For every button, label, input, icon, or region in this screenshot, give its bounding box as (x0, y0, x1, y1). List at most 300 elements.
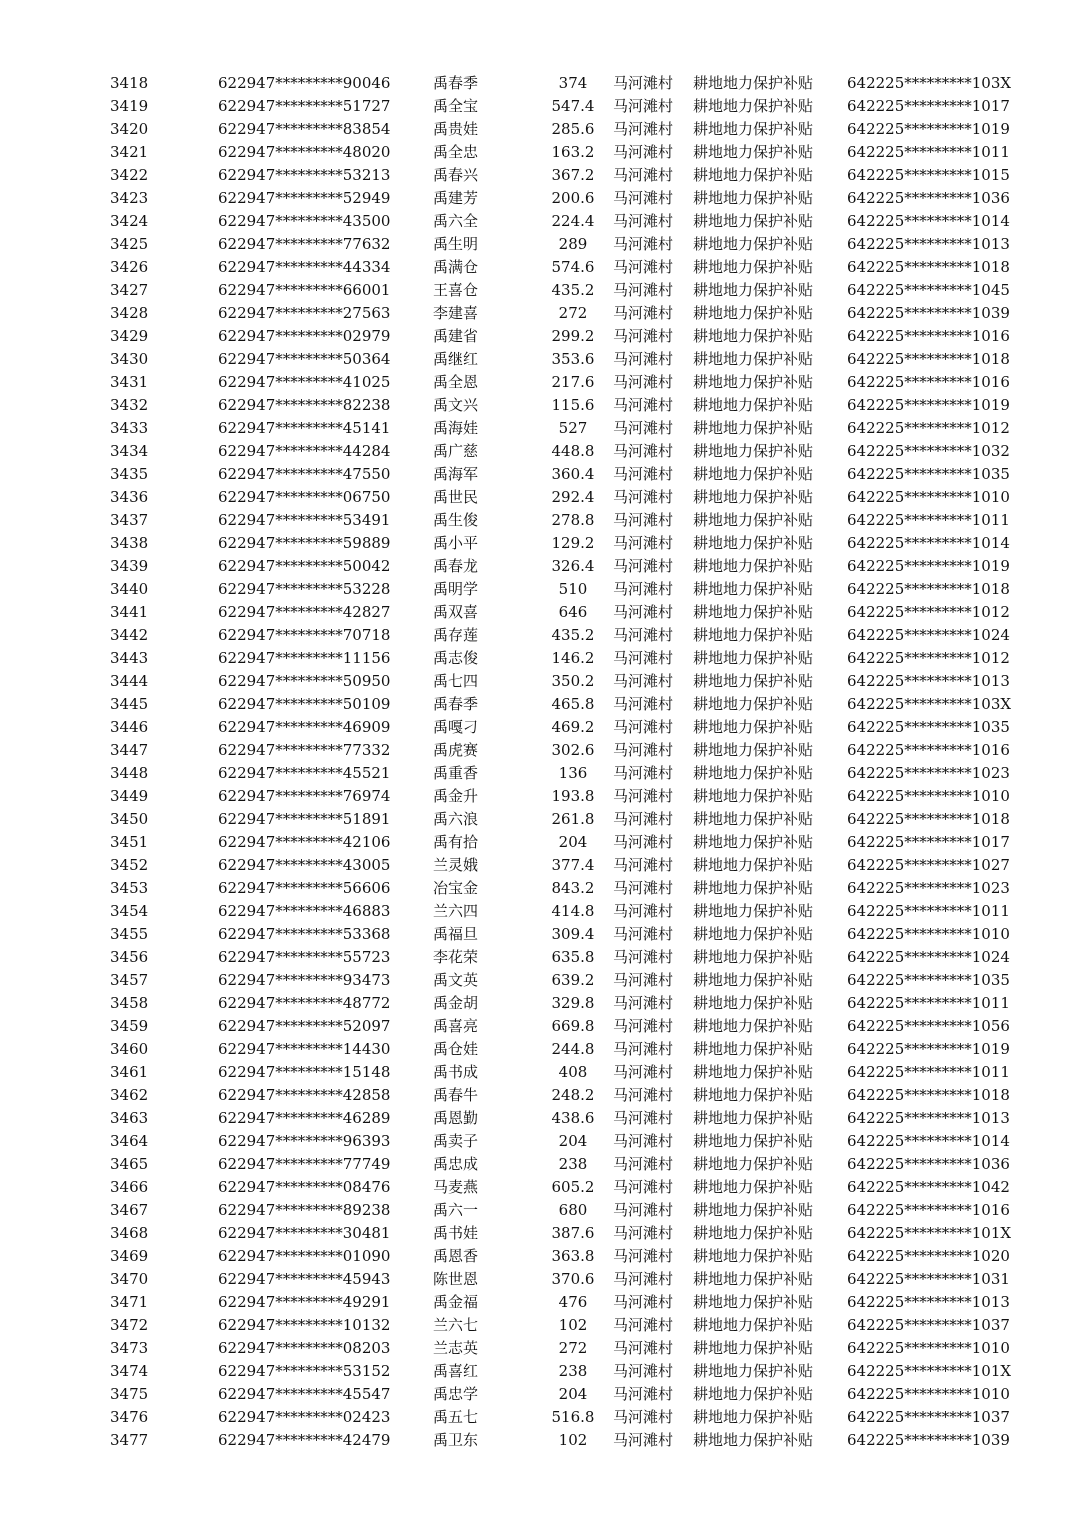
row-number: 3459 (110, 1017, 149, 1035)
row-number: 3463 (110, 1109, 149, 1127)
row-number: 3438 (110, 534, 149, 552)
table-row (0, 210, 1074, 233)
subsidy-type: 耕地地力保护补贴 (693, 1431, 814, 1449)
row-number: 3434 (110, 442, 149, 460)
subsidy-type: 耕地地力保护补贴 (693, 258, 814, 276)
village-name: 马河滩村 (613, 1086, 674, 1104)
subsidy-amount: 248.2 (551, 1086, 595, 1104)
id-number: 642225*********1017 (847, 97, 1010, 115)
row-number: 3425 (110, 235, 149, 253)
row-number: 3444 (110, 672, 149, 690)
account-number: 622947*********46883 (218, 902, 391, 920)
village-name: 马河滩村 (613, 1431, 674, 1449)
subsidy-amount: 448.8 (551, 442, 595, 460)
id-number: 642225*********1011 (847, 1063, 1010, 1081)
subsidy-type: 耕地地力保护补贴 (693, 971, 814, 989)
id-number: 642225*********1035 (847, 465, 1010, 483)
table-row (0, 1429, 1074, 1452)
recipient-name: 禹五七 (433, 1408, 479, 1426)
table-row (0, 1291, 1074, 1314)
table-row (0, 785, 1074, 808)
account-number: 622947*********77332 (218, 741, 391, 759)
row-number: 3424 (110, 212, 149, 230)
id-number: 642225*********1010 (847, 1339, 1010, 1357)
table-row (0, 440, 1074, 463)
row-number: 3472 (110, 1316, 149, 1334)
village-name: 马河滩村 (613, 672, 674, 690)
village-name: 马河滩村 (613, 925, 674, 943)
row-number: 3460 (110, 1040, 149, 1058)
account-number: 622947*********66001 (218, 281, 391, 299)
subsidy-type: 耕地地力保护补贴 (693, 143, 814, 161)
row-number: 3470 (110, 1270, 149, 1288)
village-name: 马河滩村 (613, 971, 674, 989)
row-number: 3475 (110, 1385, 149, 1403)
subsidy-type: 耕地地力保护补贴 (693, 396, 814, 414)
account-number: 622947*********50042 (218, 557, 391, 575)
village-name: 马河滩村 (613, 902, 674, 920)
subsidy-amount: 292.4 (551, 488, 595, 506)
subsidy-type: 耕地地力保护补贴 (693, 281, 814, 299)
recipient-name: 禹忠成 (433, 1155, 479, 1173)
id-number: 642225*********1031 (847, 1270, 1010, 1288)
account-number: 622947*********01090 (218, 1247, 391, 1265)
row-number: 3458 (110, 994, 149, 1012)
account-number: 622947*********77749 (218, 1155, 391, 1173)
table-row (0, 900, 1074, 923)
account-number: 622947*********45547 (218, 1385, 391, 1403)
recipient-name: 禹嘎刁 (433, 718, 479, 736)
id-number: 642225*********1027 (847, 856, 1010, 874)
id-number: 642225*********1039 (847, 1431, 1010, 1449)
row-number: 3443 (110, 649, 149, 667)
village-name: 马河滩村 (613, 1247, 674, 1265)
recipient-name: 禹福旦 (433, 925, 479, 943)
village-name: 马河滩村 (613, 741, 674, 759)
village-name: 马河滩村 (613, 327, 674, 345)
subsidy-amount: 377.4 (551, 856, 595, 874)
subsidy-amount: 435.2 (551, 626, 595, 644)
subsidy-amount: 843.2 (551, 879, 595, 897)
row-number: 3466 (110, 1178, 149, 1196)
id-number: 642225*********1042 (847, 1178, 1010, 1196)
subsidy-amount: 367.2 (551, 166, 595, 184)
id-number: 642225*********1011 (847, 994, 1010, 1012)
account-number: 622947*********11156 (218, 649, 391, 667)
table-row (0, 1268, 1074, 1291)
account-number: 622947*********50950 (218, 672, 391, 690)
table-row (0, 716, 1074, 739)
account-number: 622947*********53368 (218, 925, 391, 943)
row-number: 3441 (110, 603, 149, 621)
table-row (0, 647, 1074, 670)
recipient-name: 禹春兴 (433, 166, 479, 184)
recipient-name: 禹建省 (433, 327, 479, 345)
id-number: 642225*********103X (847, 74, 1012, 92)
id-number: 642225*********1018 (847, 258, 1010, 276)
subsidy-type: 耕地地力保护补贴 (693, 304, 814, 322)
subsidy-type: 耕地地力保护补贴 (693, 741, 814, 759)
account-number: 622947*********42106 (218, 833, 391, 851)
recipient-name: 禹全宝 (433, 97, 479, 115)
id-number: 642225*********1023 (847, 764, 1010, 782)
id-number: 642225*********1011 (847, 143, 1010, 161)
recipient-name: 禹虎赛 (433, 741, 479, 759)
table-row (0, 348, 1074, 371)
id-number: 642225*********1013 (847, 235, 1010, 253)
table-body (0, 72, 1074, 1452)
table-row (0, 739, 1074, 762)
table-row (0, 325, 1074, 348)
id-number: 642225*********1035 (847, 718, 1010, 736)
recipient-name: 禹书成 (433, 1063, 479, 1081)
id-number: 642225*********1013 (847, 672, 1010, 690)
id-number: 642225*********1024 (847, 948, 1010, 966)
table-row (0, 1038, 1074, 1061)
id-number: 642225*********1010 (847, 925, 1010, 943)
id-number: 642225*********1036 (847, 189, 1010, 207)
table-row (0, 394, 1074, 417)
subsidy-amount: 204 (558, 833, 588, 851)
account-number: 622947*********45521 (218, 764, 391, 782)
row-number: 3437 (110, 511, 149, 529)
row-number: 3419 (110, 97, 149, 115)
account-number: 622947*********42827 (218, 603, 391, 621)
subsidy-amount: 370.6 (551, 1270, 595, 1288)
subsidy-amount: 309.4 (551, 925, 595, 943)
recipient-name: 禹恩勤 (433, 1109, 479, 1127)
id-number: 642225*********1037 (847, 1316, 1010, 1334)
subsidy-type: 耕地地力保护补贴 (693, 511, 814, 529)
table-row (0, 969, 1074, 992)
recipient-name: 禹春龙 (433, 557, 479, 575)
recipient-name: 禹重香 (433, 764, 479, 782)
subsidy-amount: 374 (558, 74, 588, 92)
account-number: 622947*********52097 (218, 1017, 391, 1035)
village-name: 马河滩村 (613, 373, 674, 391)
subsidy-type: 耕地地力保护补贴 (693, 695, 814, 713)
subsidy-amount: 102 (558, 1431, 588, 1449)
recipient-name: 兰灵娥 (433, 856, 479, 874)
account-number: 622947*********51891 (218, 810, 391, 828)
subsidy-amount: 646 (558, 603, 588, 621)
subsidy-type: 耕地地力保护补贴 (693, 1063, 814, 1081)
subsidy-amount: 136 (558, 764, 588, 782)
village-name: 马河滩村 (613, 649, 674, 667)
account-number: 622947*********48020 (218, 143, 391, 161)
account-number: 622947*********46289 (218, 1109, 391, 1127)
subsidy-type: 耕地地力保护补贴 (693, 626, 814, 644)
row-number: 3447 (110, 741, 149, 759)
village-name: 马河滩村 (613, 488, 674, 506)
account-number: 622947*********49291 (218, 1293, 391, 1311)
recipient-name: 禹六一 (433, 1201, 479, 1219)
village-name: 马河滩村 (613, 143, 674, 161)
subsidy-type: 耕地地力保护补贴 (693, 856, 814, 874)
subsidy-type: 耕地地力保护补贴 (693, 1224, 814, 1242)
village-name: 马河滩村 (613, 97, 674, 115)
village-name: 马河滩村 (613, 258, 674, 276)
subsidy-amount: 438.6 (551, 1109, 595, 1127)
table-row (0, 187, 1074, 210)
recipient-name: 禹继红 (433, 350, 479, 368)
village-name: 马河滩村 (613, 1385, 674, 1403)
village-name: 马河滩村 (613, 833, 674, 851)
village-name: 马河滩村 (613, 1316, 674, 1334)
table-row (0, 1015, 1074, 1038)
row-number: 3439 (110, 557, 149, 575)
id-number: 642225*********1037 (847, 1408, 1010, 1426)
account-number: 622947*********50109 (218, 695, 391, 713)
subsidy-type: 耕地地力保护补贴 (693, 1040, 814, 1058)
subsidy-amount: 547.4 (551, 97, 595, 115)
subsidy-amount: 510 (558, 580, 588, 598)
subsidy-amount: 360.4 (551, 465, 595, 483)
subsidy-amount: 669.8 (551, 1017, 595, 1035)
recipient-name: 兰六四 (433, 902, 479, 920)
subsidy-table (0, 72, 1074, 1452)
subsidy-type: 耕地地力保护补贴 (693, 212, 814, 230)
id-number: 642225*********1018 (847, 350, 1010, 368)
subsidy-amount: 163.2 (551, 143, 595, 161)
subsidy-amount: 680 (558, 1201, 588, 1219)
account-number: 622947*********27563 (218, 304, 391, 322)
id-number: 642225*********103X (847, 695, 1012, 713)
subsidy-amount: 435.2 (551, 281, 595, 299)
recipient-name: 禹有拾 (433, 833, 479, 851)
table-row (0, 578, 1074, 601)
account-number: 622947*********53491 (218, 511, 391, 529)
account-number: 622947*********59889 (218, 534, 391, 552)
row-number: 3435 (110, 465, 149, 483)
table-row (0, 1061, 1074, 1084)
row-number: 3471 (110, 1293, 149, 1311)
subsidy-type: 耕地地力保护补贴 (693, 764, 814, 782)
recipient-name: 禹书娃 (433, 1224, 479, 1242)
table-row (0, 624, 1074, 647)
village-name: 马河滩村 (613, 948, 674, 966)
village-name: 马河滩村 (613, 1040, 674, 1058)
subsidy-type: 耕地地力保护补贴 (693, 1339, 814, 1357)
subsidy-amount: 289 (558, 235, 588, 253)
subsidy-amount: 469.2 (551, 718, 595, 736)
subsidy-type: 耕地地力保护补贴 (693, 1132, 814, 1150)
id-number: 642225*********1018 (847, 810, 1010, 828)
subsidy-type: 耕地地力保护补贴 (693, 327, 814, 345)
id-number: 642225*********1020 (847, 1247, 1010, 1265)
account-number: 622947*********10132 (218, 1316, 391, 1334)
row-number: 3469 (110, 1247, 149, 1265)
row-number: 3432 (110, 396, 149, 414)
id-number: 642225*********1019 (847, 396, 1010, 414)
subsidy-type: 耕地地力保护补贴 (693, 948, 814, 966)
recipient-name: 禹存莲 (433, 626, 479, 644)
account-number: 622947*********06750 (218, 488, 391, 506)
subsidy-amount: 408 (558, 1063, 588, 1081)
subsidy-type: 耕地地力保护补贴 (693, 1201, 814, 1219)
account-number: 622947*********70718 (218, 626, 391, 644)
row-number: 3428 (110, 304, 149, 322)
subsidy-type: 耕地地力保护补贴 (693, 1385, 814, 1403)
subsidy-amount: 272 (558, 1339, 588, 1357)
account-number: 622947*********90046 (218, 74, 391, 92)
table-row (0, 463, 1074, 486)
table-row (0, 1130, 1074, 1153)
row-number: 3456 (110, 948, 149, 966)
village-name: 马河滩村 (613, 718, 674, 736)
village-name: 马河滩村 (613, 557, 674, 575)
table-row (0, 1314, 1074, 1337)
recipient-name: 禹六全 (433, 212, 479, 230)
village-name: 马河滩村 (613, 856, 674, 874)
subsidy-type: 耕地地力保护补贴 (693, 833, 814, 851)
subsidy-amount: 238 (558, 1155, 588, 1173)
table-row (0, 992, 1074, 1015)
table-row (0, 233, 1074, 256)
subsidy-amount: 285.6 (551, 120, 595, 138)
row-number: 3418 (110, 74, 149, 92)
recipient-name: 禹恩香 (433, 1247, 479, 1265)
village-name: 马河滩村 (613, 1224, 674, 1242)
row-number: 3433 (110, 419, 149, 437)
row-number: 3429 (110, 327, 149, 345)
subsidy-amount: 272 (558, 304, 588, 322)
id-number: 642225*********1035 (847, 971, 1010, 989)
village-name: 马河滩村 (613, 281, 674, 299)
recipient-name: 马麦燕 (433, 1178, 479, 1196)
village-name: 马河滩村 (613, 1063, 674, 1081)
account-number: 622947*********50364 (218, 350, 391, 368)
row-number: 3477 (110, 1431, 149, 1449)
table-row (0, 1199, 1074, 1222)
account-number: 622947*********83854 (218, 120, 391, 138)
recipient-name: 禹生明 (433, 235, 479, 253)
subsidy-amount: 278.8 (551, 511, 595, 529)
village-name: 马河滩村 (613, 396, 674, 414)
id-number: 642225*********1012 (847, 649, 1010, 667)
account-number: 622947*********02979 (218, 327, 391, 345)
recipient-name: 禹文兴 (433, 396, 479, 414)
village-name: 马河滩村 (613, 1408, 674, 1426)
recipient-name: 禹全恩 (433, 373, 479, 391)
id-number: 642225*********1039 (847, 304, 1010, 322)
account-number: 622947*********53228 (218, 580, 391, 598)
table-row (0, 808, 1074, 831)
subsidy-type: 耕地地力保护补贴 (693, 1086, 814, 1104)
village-name: 马河滩村 (613, 1339, 674, 1357)
subsidy-amount: 350.2 (551, 672, 595, 690)
id-number: 642225*********1014 (847, 534, 1010, 552)
id-number: 642225*********1045 (847, 281, 1010, 299)
subsidy-type: 耕地地力保护补贴 (693, 488, 814, 506)
recipient-name: 禹双喜 (433, 603, 479, 621)
subsidy-sheet (0, 72, 1074, 1452)
recipient-name: 禹六浪 (433, 810, 479, 828)
id-number: 642225*********101X (847, 1362, 1012, 1380)
id-number: 642225*********1012 (847, 419, 1010, 437)
village-name: 马河滩村 (613, 580, 674, 598)
village-name: 马河滩村 (613, 511, 674, 529)
subsidy-amount: 387.6 (551, 1224, 595, 1242)
account-number: 622947*********46909 (218, 718, 391, 736)
village-name: 马河滩村 (613, 787, 674, 805)
village-name: 马河滩村 (613, 879, 674, 897)
account-number: 622947*********43005 (218, 856, 391, 874)
row-number: 3420 (110, 120, 149, 138)
table-row (0, 1222, 1074, 1245)
recipient-name: 禹春牛 (433, 1086, 479, 1104)
account-number: 622947*********51727 (218, 97, 391, 115)
village-name: 马河滩村 (613, 1270, 674, 1288)
subsidy-type: 耕地地力保护补贴 (693, 810, 814, 828)
account-number: 622947*********77632 (218, 235, 391, 253)
subsidy-amount: 193.8 (551, 787, 595, 805)
village-name: 马河滩村 (613, 465, 674, 483)
id-number: 642225*********1016 (847, 327, 1010, 345)
row-number: 3431 (110, 373, 149, 391)
recipient-name: 禹七四 (433, 672, 479, 690)
subsidy-type: 耕地地力保护补贴 (693, 787, 814, 805)
row-number: 3445 (110, 695, 149, 713)
recipient-name: 禹喜红 (433, 1362, 479, 1380)
row-number: 3476 (110, 1408, 149, 1426)
id-number: 642225*********1056 (847, 1017, 1010, 1035)
village-name: 马河滩村 (613, 1178, 674, 1196)
id-number: 642225*********1010 (847, 787, 1010, 805)
subsidy-type: 耕地地力保护补贴 (693, 74, 814, 92)
village-name: 马河滩村 (613, 1017, 674, 1035)
subsidy-amount: 146.2 (551, 649, 595, 667)
account-number: 622947*********02423 (218, 1408, 391, 1426)
recipient-name: 禹忠学 (433, 1385, 479, 1403)
row-number: 3423 (110, 189, 149, 207)
id-number: 642225*********1013 (847, 1293, 1010, 1311)
subsidy-type: 耕地地力保护补贴 (693, 97, 814, 115)
subsidy-type: 耕地地力保护补贴 (693, 1362, 814, 1380)
village-name: 马河滩村 (613, 304, 674, 322)
recipient-name: 禹广慈 (433, 442, 479, 460)
row-number: 3442 (110, 626, 149, 644)
table-row (0, 854, 1074, 877)
village-name: 马河滩村 (613, 1201, 674, 1219)
table-row (0, 1107, 1074, 1130)
village-name: 马河滩村 (613, 994, 674, 1012)
id-number: 642225*********1015 (847, 166, 1010, 184)
table-row (0, 509, 1074, 532)
table-row (0, 1176, 1074, 1199)
recipient-name: 禹喜亮 (433, 1017, 479, 1035)
village-name: 马河滩村 (613, 166, 674, 184)
recipient-name: 兰六七 (433, 1316, 479, 1334)
recipient-name: 冶宝金 (433, 879, 479, 897)
account-number: 622947*********15148 (218, 1063, 391, 1081)
recipient-name: 禹文英 (433, 971, 479, 989)
id-number: 642225*********1010 (847, 488, 1010, 506)
village-name: 马河滩村 (613, 626, 674, 644)
row-number: 3464 (110, 1132, 149, 1150)
village-name: 马河滩村 (613, 189, 674, 207)
table-row (0, 1153, 1074, 1176)
account-number: 622947*********82238 (218, 396, 391, 414)
subsidy-amount: 476 (558, 1293, 588, 1311)
subsidy-amount: 329.8 (551, 994, 595, 1012)
row-number: 3467 (110, 1201, 149, 1219)
subsidy-amount: 363.8 (551, 1247, 595, 1265)
recipient-name: 禹海娃 (433, 419, 479, 437)
subsidy-type: 耕地地力保护补贴 (693, 534, 814, 552)
table-row (0, 1383, 1074, 1406)
subsidy-type: 耕地地力保护补贴 (693, 166, 814, 184)
